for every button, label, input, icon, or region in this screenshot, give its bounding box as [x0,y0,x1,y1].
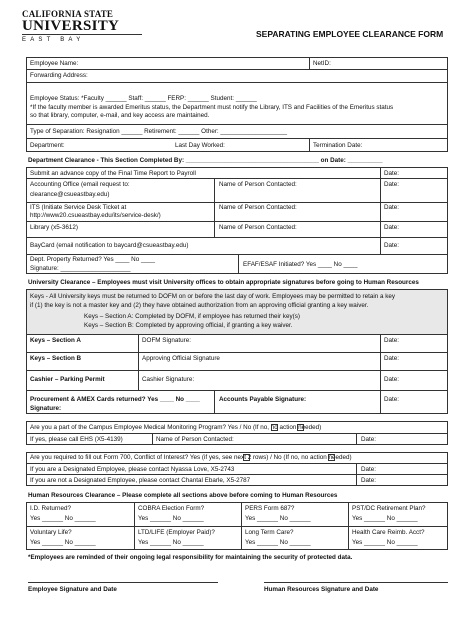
form-700-date-2[interactable]: Date: [361,477,377,484]
hr-clearance-header: Human Resources Clearance – Please complete all sections above before coming to Human Resources [28,492,338,499]
keys-section-a-label: Keys – Section A [30,337,81,344]
hr-id-returned-q: I.D. Returned? [30,505,71,512]
emeritus-note-2: so that library, computer, e-mail, and key access are maintained. [30,112,210,119]
approving-official-signature-field[interactable]: Approving Official Signature [142,355,220,362]
hr-health-care-q: Health Care Reimb. Acct? [352,529,425,536]
efaf-initiated-field[interactable]: EFAF/ESAF Initiated? Yes ____ No ____ [243,261,358,268]
procurement-signature-field[interactable]: Signature: [30,405,62,412]
form-700-designated-row: If you are a Designated Employee, please contact Nyassa Love, X5-2743 [30,466,235,473]
security-reminder: *Employees are reminded of their ongoing legal responsibility for maintaining the security of protected data. [28,554,353,561]
library-label: Library (x5-3612) [30,224,78,231]
keys-info-line-3: Keys – Section A: Completed by DOFM, if employee has returned their key(s) [84,313,300,320]
emeritus-note-1: *If the faculty member is awarded Emeritus status, the Department must notify the Library, ITS and Facilities of the Emeritus status [30,104,394,111]
dept-date-2[interactable]: Date: [384,181,400,188]
hr-id-returned-a[interactable]: Yes ______ No ______ [30,515,96,522]
accounting-email: clearance@csueastbay.edu) [30,191,110,198]
logo-line-1: CALIFORNIA STATE [22,9,114,19]
form-700-no-checkbox[interactable] [328,454,335,461]
ehs-yes-checkbox[interactable] [271,424,278,431]
hr-pst-q: PST/DC Retirement Plan? [352,505,426,512]
ehs-no-checkbox[interactable] [297,424,304,431]
accounts-payable-signature-field[interactable]: Accounts Payable Signature: [219,396,307,403]
ehs-call-instruction: If yes, please call EHS (X5-4139) [30,436,123,443]
last-day-field[interactable]: Last Day Worked: [175,142,225,149]
hr-ltd-life-a[interactable]: Yes ______ No ______ [138,539,204,546]
cashier-signature-field[interactable]: Cashier Signature: [142,376,195,383]
form-700-date-1[interactable]: Date: [361,466,377,473]
dept-date-4[interactable]: Date: [384,224,400,231]
hr-health-care-a[interactable]: Yes ______ No ______ [352,539,418,546]
ehs-date-field[interactable]: Date: [361,436,377,443]
department-field[interactable]: Department: [30,142,65,149]
dept-date-1[interactable]: Date: [384,170,400,177]
its-service-desk-link[interactable]: http://www20.csueastbay.edu/its/service-desk/) [30,212,161,219]
logo-line-2: UNIVERSITY [22,18,120,34]
separation-type-field[interactable]: Type of Separation: Resignation ______ Retirement: ______ Other: ___________________ [30,128,287,135]
university-logo [22,10,142,44]
hr-voluntary-life-a[interactable]: Yes ______ No ______ [30,539,96,546]
hr-pers-a[interactable]: Yes ______ No ______ [245,515,311,522]
employee-name-field[interactable]: Employee Name: [30,60,79,67]
hr-voluntary-life-q: Voluntary Life? [30,529,72,536]
its-contact-field[interactable]: Name of Person Contacted: [219,204,297,211]
dept-property-signature[interactable]: Signature: ____________________ [30,265,131,272]
keys-info-line-1: Keys - All University keys must be returned to DOFM on or before the last day of work. Employees may be permitted to retain a key [30,293,396,300]
dept-row-time-report: Submit an advance copy of the Final Time Report to Payroll [30,170,196,177]
procurement-cards-returned[interactable]: Procurement & AMEX Cards returned? Yes ____ No ____ [30,396,200,403]
univ-date-3[interactable]: Date: [384,376,400,383]
employee-signature-line[interactable] [28,582,218,583]
department-clearance-header: Department Clearance - This Section Completed By: ______________________________________ on Date: __________ [28,157,383,164]
univ-date-4[interactable]: Date: [384,396,400,403]
dept-property-returned[interactable]: Dept. Property Returned? Yes ____ No ____ [30,256,155,263]
keys-info-line-4: Keys – Section B: Completed by approving official, if granting a key waiver. [84,322,293,329]
dept-date-5[interactable]: Date: [384,242,400,249]
baycard-label: BayCard (email notification to baycard@csueastbay.edu) [30,242,189,249]
univ-date-1[interactable]: Date: [384,337,400,344]
form-700-not-designated-row: If you are not a Designated Employee, please contact Chantal Ebarle, X5-2787 [30,477,251,484]
cashier-parking-label: Cashier – Parking Permit [30,376,105,383]
its-label: ITS (Initiate Service Desk Ticket at [30,204,127,211]
dofm-signature-field[interactable]: DOFM Signature: [142,337,191,344]
hr-signature-line[interactable] [264,582,448,583]
employee-signature-label: Employee Signature and Date [28,586,117,593]
form-700-question: Are you required to fill out Form 700, Conflict of Interest? Yes (if yes, see next 2 rows) / No (If no, no action needed) [30,454,352,461]
hr-cobra-q: COBRA Election Form? [138,505,205,512]
form-title: SEPARATING EMPLOYEE CLEARANCE FORM [256,29,444,39]
hr-long-term-care-a[interactable]: Yes ______ No ______ [245,539,311,546]
termination-date-field[interactable]: Termination Date: [313,142,363,149]
netid-field[interactable]: NetID: [313,60,331,67]
hr-ltd-life-q: LTD/LIFE (Employer Paid)? [138,529,215,536]
keys-info-line-2: if (1) the key is not a master key and (2) they have obtained authorization from an approving official granting a key waiver. [30,302,369,309]
university-clearance-header: University Clearance – Employees must visit University offices to obtain appropriate signatures before going to Human Resources [28,279,419,286]
accounting-contact-field[interactable]: Name of Person Contacted: [219,181,297,188]
hr-signature-label: Human Resources Signature and Date [264,586,379,593]
forwarding-address-field[interactable]: Forwarding Address: [30,72,88,79]
hr-cobra-a[interactable]: Yes ______ No ______ [138,515,204,522]
ehs-contact-field[interactable]: Name of Person Contacted: [156,436,234,443]
ehs-monitoring-question: Are you a part of the Campus Employee Medical Monitoring Program? Yes / No (If no, no action needed) [30,424,322,431]
form-700-yes-checkbox[interactable] [243,454,250,461]
keys-section-b-label: Keys – Section B [30,355,82,362]
accounting-office-label: Accounting Office (email request to: [30,181,130,188]
hr-pst-a[interactable]: Yes ______ No ______ [352,515,418,522]
hr-long-term-care-q: Long Term Care? [245,529,294,536]
univ-date-2[interactable]: Date: [384,355,400,362]
employee-status-field[interactable]: Employee Status: *Faculty ______ Staff: ______ FERP: ______ Student: ______ [30,95,257,102]
library-contact-field[interactable]: Name of Person Contacted: [219,224,297,231]
dept-date-3[interactable]: Date: [384,204,400,211]
logo-line-3: EAST BAY [22,34,142,44]
hr-pers-q: PERS Form 687? [245,505,295,512]
